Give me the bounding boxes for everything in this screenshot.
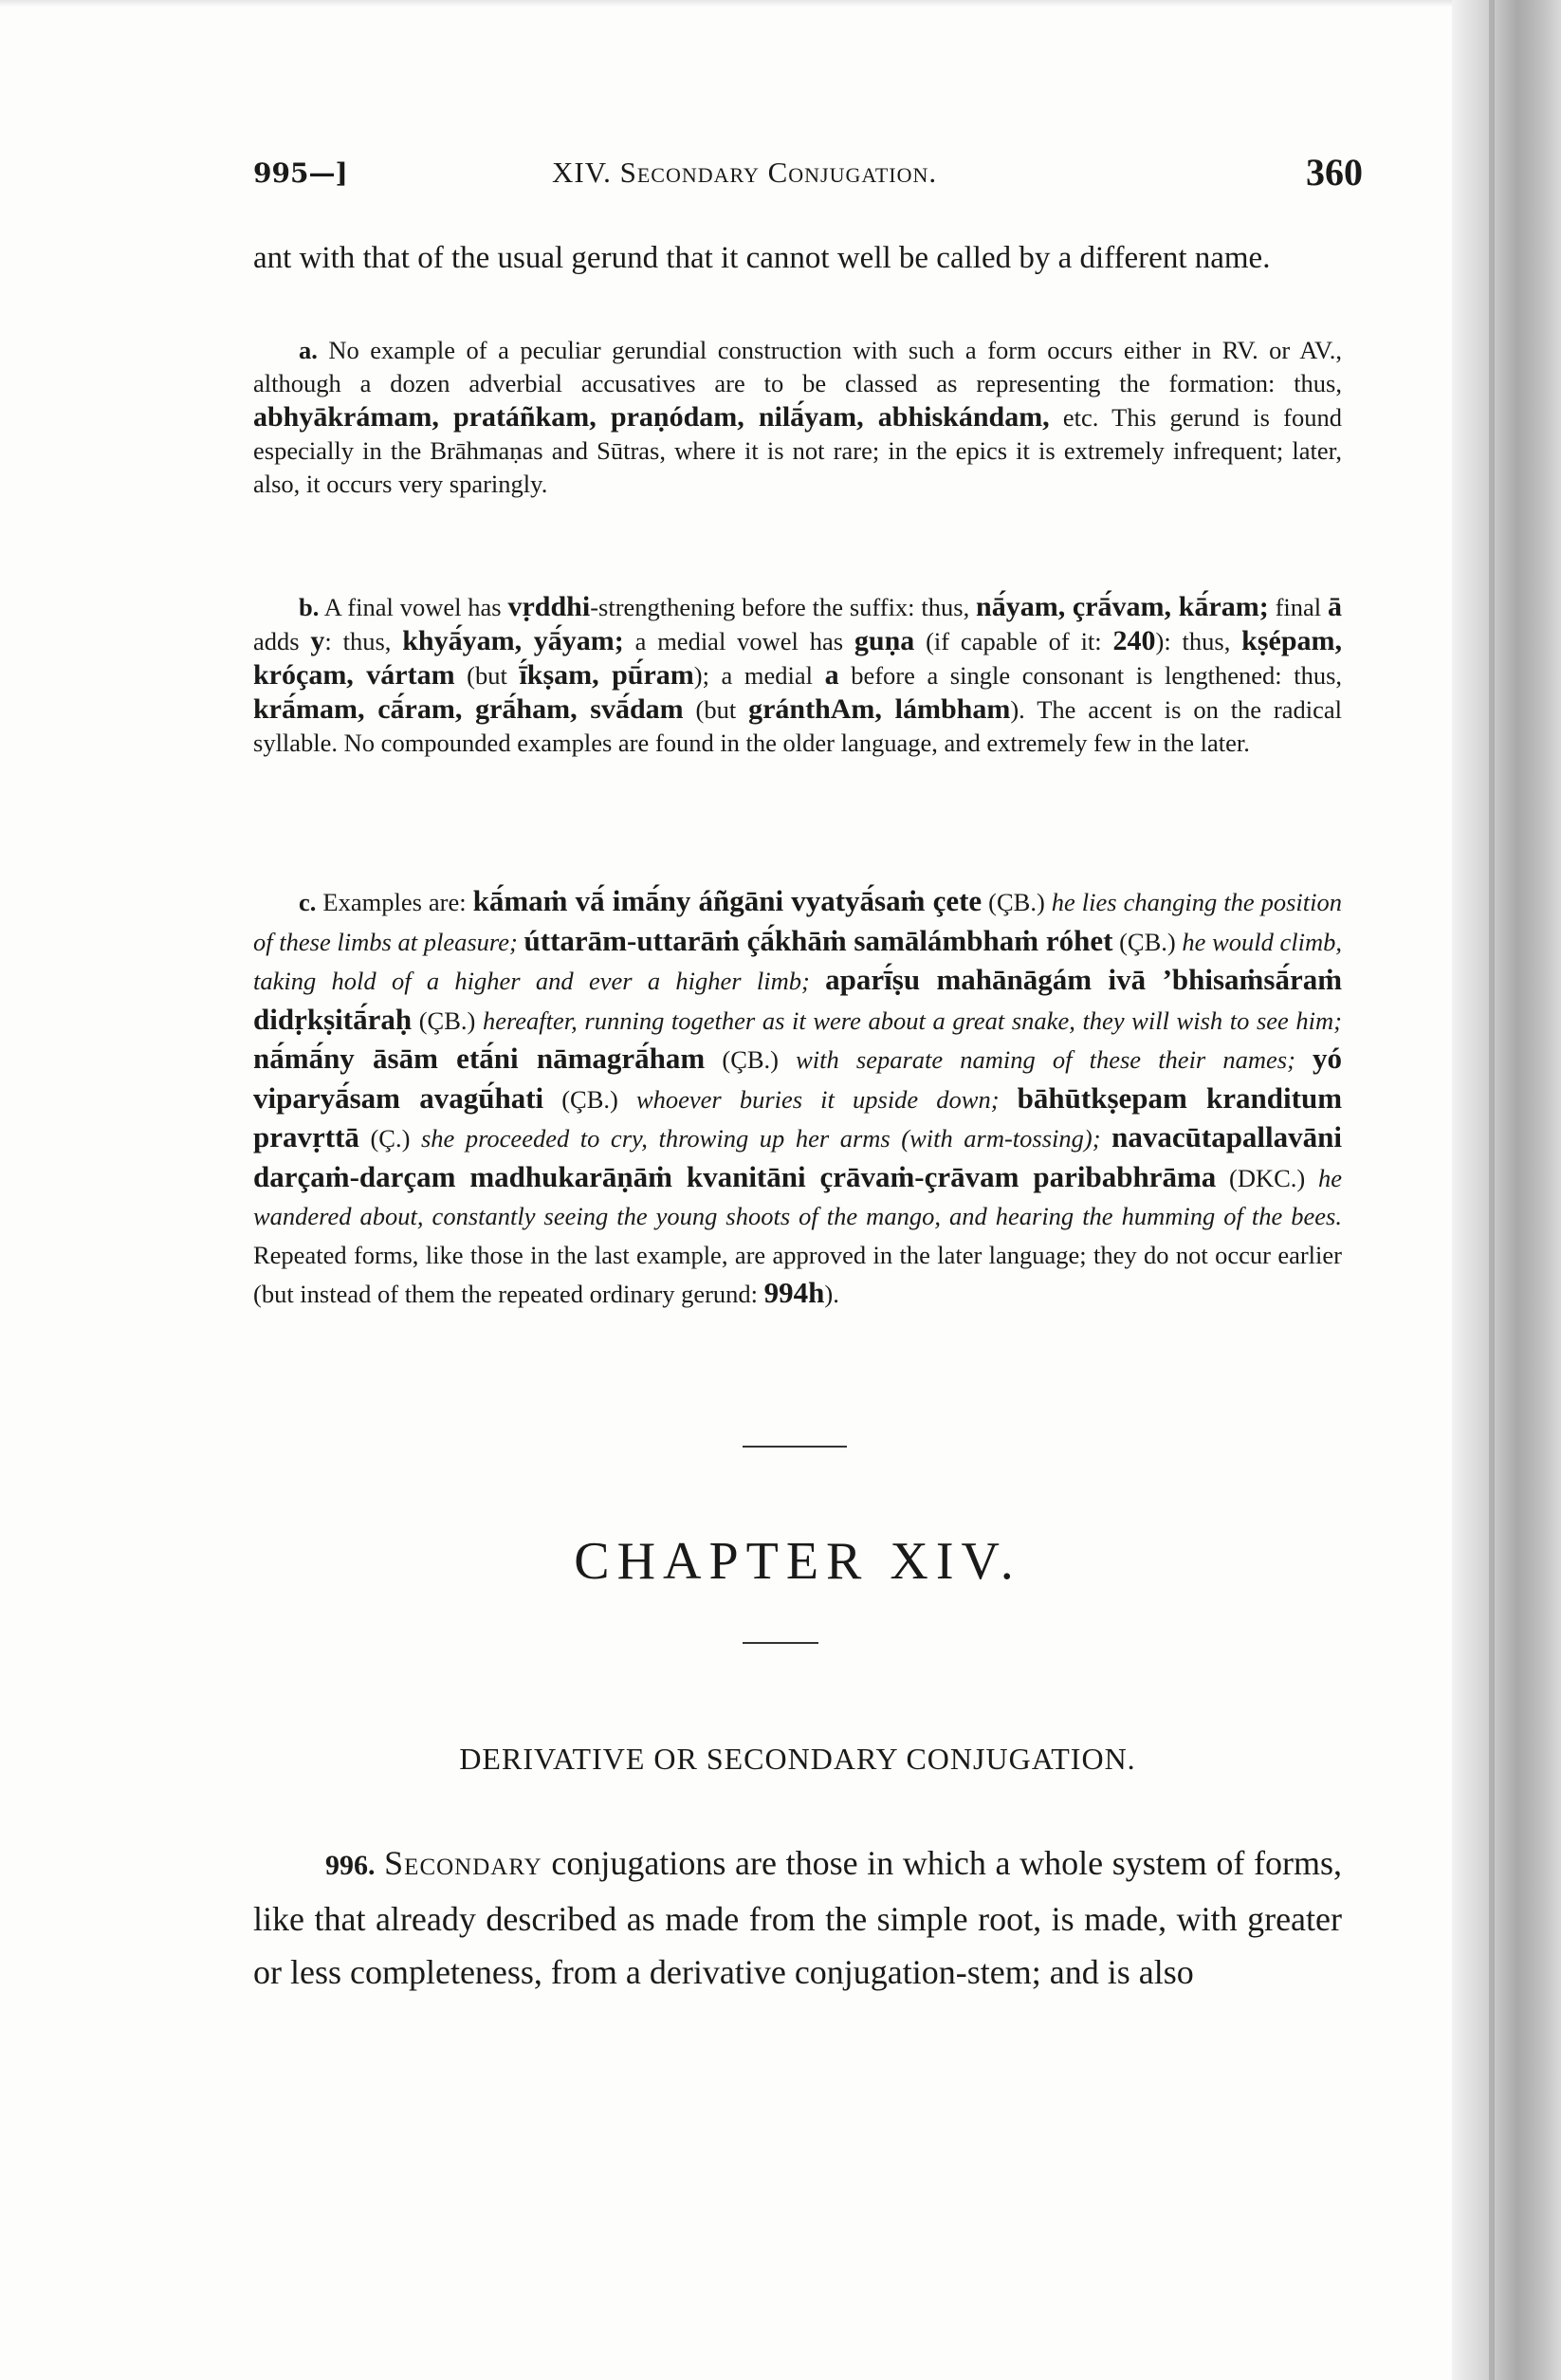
para-c-example-3: aparī́ṣu mahānāgám ivā ’bhisaṁsā́raṁ didṛkṣitā́raḥ (253, 963, 1343, 1036)
page-number: 360 (1306, 151, 1363, 194)
para-b-text-2: -strengthening before the suffix: thus, (590, 593, 977, 621)
para-c-example-6: bāhūtkṣepam kranditum pravṛttā (253, 1080, 1343, 1153)
para-c-label: c. (299, 888, 317, 916)
para-996-lead-word: Secondary (384, 1844, 542, 1882)
para-c-translation-6: she proceeded to cry, throwing up her arms (with arm-tossing); (420, 1124, 1101, 1153)
para-b-forms-3: kṣépam, króçam, vártam (253, 625, 1343, 691)
scan-edge-shadow (1452, 0, 1561, 2380)
intro-text: ant with that of the usual gerund that it cannot well be called by a different name. (253, 241, 1271, 275)
para-b-term-vrddhi: vṛddhi (507, 591, 591, 622)
para-c-translation-1: he lies changing the position of these limbs at pleasure; (253, 888, 1342, 956)
para-b-text-3: final (1268, 593, 1328, 621)
para-b-label: b. (299, 593, 320, 621)
para-b-text-4: adds (253, 627, 311, 655)
para-b-text-5: : thus, (324, 627, 403, 655)
para-c-source-2: (ÇB.) (1112, 927, 1183, 956)
para-c-example-4: nā́mā́ny āsām etā́ni nāmagrā́ham (253, 1042, 706, 1075)
para-c-space-6 (1101, 1124, 1112, 1153)
para-c-text-repeated: Repeated forms, like those in the last example, are approved in the later language; they do not occur earlier (but instead of them the repeated ordinary gerund: (253, 1240, 1342, 1308)
para-c-translation-5: whoever buries it upside down; (635, 1084, 1000, 1114)
para-c-translation-4: with separate naming of these their names; (796, 1045, 1295, 1074)
para-c-example-1: kā́maṁ vā́ imā́ny áñgāni vyatyā́saṁ çete (472, 884, 983, 917)
para-b-vowel-a: ā (1328, 591, 1342, 622)
para-c-ref-994h: 994h (763, 1276, 825, 1309)
para-b-text-11: before a single consonant is lengthened: thus, (838, 661, 1343, 690)
para-b-forms-1: nā́yam, çrā́vam, kā́ram; (976, 591, 1269, 622)
chapter-title: CHAPTER XIV. (574, 1532, 1021, 1591)
para-b-forms-6: gránthAm, lámbham (748, 693, 1011, 725)
running-title: XIV. Secondary Conjugation. (552, 156, 938, 189)
para-b-letter-y: y (310, 625, 325, 656)
para-b-forms-2: khyā́yam, yā́yam; (402, 625, 624, 656)
para-c-translation-2: he would climb, taking hold of a higher and ever a higher limb; (253, 927, 1343, 995)
para-a-label: a. (299, 336, 318, 364)
para-b-forms-5: krā́mam, cā́ram, grā́ham, svā́dam (253, 693, 684, 725)
para-c-source-4: (ÇB.) (705, 1045, 797, 1074)
para-c-example-2: úttarām-uttarāṁ çā́khāṁ samālámbhaṁ róhet (523, 923, 1113, 957)
para-c-source-1: (ÇB.) (982, 888, 1052, 916)
para-c-example-7: navacūtapallavāni darçaṁ-darçam madhukarāṇāṁ kvanitāni çrāvaṁ-çrāvam paribabhrāma (253, 1120, 1343, 1193)
para-c-text-1: Examples are: (322, 888, 473, 916)
para-c-space-5 (1000, 1085, 1018, 1114)
para-a-forms: abhyākrámam, pratáñkam, praṇódam, nilā́yam, abhiskándam, (253, 401, 1050, 433)
para-c-source-5: (ÇB.) (543, 1084, 636, 1114)
para-b-text-7: (if capable of it: (914, 627, 1113, 655)
scan-top-shadow (0, 0, 1561, 8)
para-b-text-8: ): thus, (1155, 627, 1242, 655)
para-a-text-2: etc. This gerund is found especially in the Brāhmaṇas and Sūtras, where it is not rare; in the epics it is extremely infrequent; later, also, it occurs very sparingly. (253, 403, 1342, 498)
para-b-vowel-a-2: a (824, 659, 839, 691)
para-c-source-7: (DKC.) (1216, 1163, 1318, 1192)
paragraph-996 (253, 1836, 1342, 1999)
paragraph-c (253, 882, 1342, 1314)
para-b-forms-4: ī́kṣam, pū́ram (519, 659, 694, 691)
section-divider-rule (743, 1446, 847, 1448)
para-996-text: conjugations are those in which a whole system of forms, like that already described as made from the simple root, is made, with greater or less completeness, from a derivative conjugation-stem; and is also (253, 1844, 1343, 1991)
section-reference: 995—] (253, 157, 348, 189)
para-c-example-5: yó viparyā́sam avagū́hati (253, 1042, 1343, 1115)
para-c-space-4 (1295, 1045, 1313, 1074)
running-head (253, 150, 1363, 207)
para-b-text-1: A final vowel has (323, 593, 508, 621)
para-c-translation-3: hereafter, running together as it were about a great snake, they will wish to see him; (482, 1006, 1342, 1035)
para-b-text-12: (but (683, 695, 749, 724)
para-b-text-10: ); a medial (693, 661, 825, 690)
paragraph-intro (253, 235, 1342, 281)
para-996-number: 996. (325, 1850, 376, 1881)
para-c-text-end: ). (824, 1280, 839, 1308)
para-c-source-6: (Ç.) (358, 1124, 421, 1153)
para-a-text-1: No example of a peculiar gerundial construction with such a form occurs either in RV. or AV., although a dozen adverbial accusatives are to be classed as representing the formation: thus, (253, 336, 1342, 397)
para-c-source-3: (ÇB.) (412, 1006, 483, 1035)
para-b-ref-240: 240 (1112, 625, 1156, 656)
chapter-subtitle: DERIVATIVE OR SECONDARY CONJUGATION. (459, 1742, 1136, 1776)
para-b-text-6: a medial vowel has (623, 627, 854, 655)
scan-edge-line (1489, 0, 1495, 2380)
paragraph-b (253, 590, 1342, 760)
para-c-space-2 (810, 967, 825, 995)
para-b-term-guna: guṇa (854, 625, 915, 656)
para-b-text-13: ). The accent is on the radical syllable. No compounded examples are found in the older language, and extremely few in the later. (253, 695, 1343, 757)
paragraph-a (253, 334, 1342, 501)
para-c-translation-7: he wandered about, constantly seeing the young shoots of the mango, and hearing the humming of the bees. (253, 1163, 1342, 1230)
para-c-space-1 (518, 928, 524, 956)
chapter-title-rule (743, 1642, 818, 1644)
para-b-text-9: (but (454, 661, 520, 690)
